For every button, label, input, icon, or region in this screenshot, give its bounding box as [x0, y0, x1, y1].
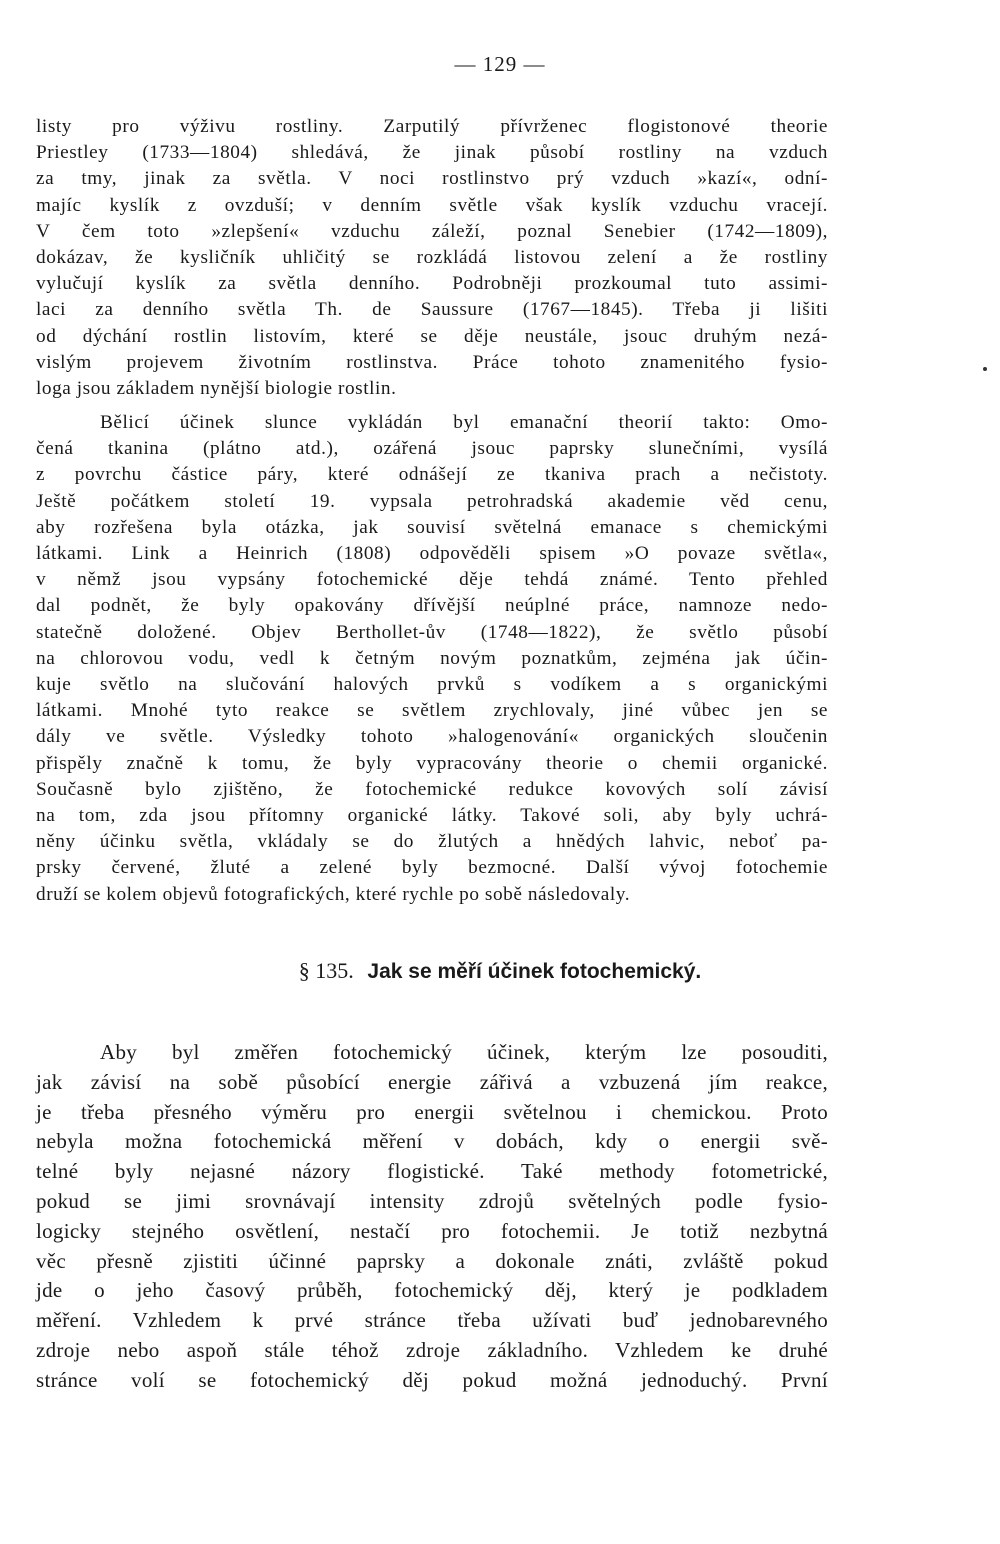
text-line: věc přesně zjistiti účinné paprsky a dokonale znáti, zvláště pokud	[36, 1248, 828, 1273]
text-line: z povrchu částice páry, které odnášejí ze tkaniva prach a nečistoty.	[36, 464, 828, 486]
paragraph-bleaching	[36, 410, 828, 908]
text-line: je třeba přesného výměru pro energii světelnou i chemickou. Proto	[36, 1099, 828, 1124]
text-line: telné byly nejasné názory flogistické. Také methody fotometrické,	[36, 1159, 828, 1184]
text-line: nebyla možna fotochemická měření v dobách, kdy o energii svě-	[36, 1129, 828, 1154]
text-line: dokázav, že kysličník uhličitý se rozkládá listovou zelení a že rostliny	[36, 247, 828, 269]
text-line: dal podnět, že byly opakovány dřívější neúplné práce, namnoze nedo-	[36, 595, 828, 617]
text-line: prsky červené, žluté a zelené byly bezmocné. Další vývoj fotochemie	[36, 857, 828, 879]
text-line: druží se kolem objevů fotografických, které rychle po sobě následovaly.	[36, 883, 631, 905]
text-line: za tmy, jinak za světla. V noci rostlinstvo prý vzduch »kazí«, odní-	[36, 168, 828, 190]
text-line: majíc kyslík z ovzduší; v denním světle však kyslík vzduchu vracejí.	[36, 194, 828, 216]
section-heading	[0, 958, 1000, 984]
text-line: kuje světlo na slučování halových prvků s vodíkem a s organickými	[36, 674, 828, 696]
section-title: Jak se měří účinek fotochemický.	[367, 960, 702, 983]
paragraph-measurement	[36, 1038, 828, 1396]
text-line: listy pro výživu rostliny. Zarputilý přívrženec flogistonové theorie	[36, 116, 828, 137]
text-line: Bělicí účinek slunce vykládán byl emanační theorií takto: Omo-	[100, 412, 828, 433]
text-line: dály ve světle. Výsledky tohoto »halogenování« organických sloučenin	[36, 726, 828, 748]
text-line: na tom, zda jsou přítomny organické látky. Takové soli, aby byly uchrá-	[36, 805, 828, 827]
text-line: Ještě počátkem století 19. vypsala petrohradská akademie věd cenu,	[36, 490, 828, 512]
text-line: jde o jeho časový průběh, fotochemický děj, který je podkladem	[36, 1278, 828, 1303]
text-line: od dýchání rostlin listovím, které se děje neustále, jsouc druhým nezá-	[36, 325, 828, 347]
text-line: logicky stejného osvětlení, nestačí pro fotochemii. Je totiž nezbytná	[36, 1218, 828, 1243]
text-line: jak závisí na sobě působící energie zářivá a vzbuzená jím reakce,	[36, 1069, 828, 1094]
text-line: loga jsou základem nynější biologie rostlin.	[36, 378, 397, 400]
page-number: — 129 —	[454, 52, 546, 76]
text-line: měření. Vzhledem k prvé stránce třeba užívati buď jednobarevného	[36, 1308, 828, 1333]
text-line: V čem toto »zlepšení« vzduchu záleží, poznal Senebier (1742—1809),	[36, 220, 828, 242]
text-line: laci za denního světla Th. de Saussure (1767—1845). Třeba ji lišiti	[36, 299, 828, 321]
text-line: vylučují kyslík za světla denního. Podrobněji prozkoumal tuto assimi-	[36, 273, 828, 295]
text-line: něny účinku světla, vkládaly se do žlutých a hnědých lahvic, neboť pa-	[36, 831, 828, 853]
scan-speck	[983, 367, 987, 371]
text-line: Aby byl změřen fotochemický účinek, kterým lze posouditi,	[100, 1040, 828, 1064]
section-number: § 135.	[298, 958, 354, 983]
text-line: čená tkanina (plátno atd.), ozářená jsouc paprsky slunečními, vysílá	[36, 438, 828, 460]
text-line: Současně bylo zjištěno, že fotochemické redukce kovových solí závisí	[36, 778, 828, 800]
text-line: vislým projevem životním rostlinstva. Práce tohoto znamenitého fysio-	[36, 351, 828, 373]
text-line: Priestley (1733—1804) shledává, že jinak působí rostliny na vzduch	[36, 142, 828, 164]
text-line: aby rozřešena byla otázka, jak souvisí světelná emanace s chemickými	[36, 516, 828, 538]
text-line: přispěly značně k tomu, že byly vypracovány theorie o chemii organické.	[36, 752, 828, 774]
text-line: na chlorovou vodu, vedl k četným novým poznatkům, zejména jak účin-	[36, 647, 828, 669]
text-line: stránce volí se fotochemický děj pokud možná jednoduchý. První	[36, 1367, 828, 1392]
text-line: statečně doložené. Objev Berthollet-ův (1748—1822), že světlo působí	[36, 621, 828, 643]
text-line: zdroje nebo aspoň stále téhož zdroje základního. Vzhledem ke druhé	[36, 1337, 828, 1362]
paragraph-photosynthesis	[36, 114, 828, 402]
text-line: látkami. Mnohé tyto reakce se světlem zrychlovaly, jiné vůbec jen se	[36, 700, 828, 722]
text-line: látkami. Link a Heinrich (1808) odpověděli spisem »O povaze světla«,	[36, 543, 828, 565]
text-line: pokud se jimi srovnávají intensity zdrojů světelných podle fysio-	[36, 1188, 828, 1213]
text-line: v němž jsou vypsány fotochemické děje tehdá známé. Tento přehled	[36, 569, 828, 591]
